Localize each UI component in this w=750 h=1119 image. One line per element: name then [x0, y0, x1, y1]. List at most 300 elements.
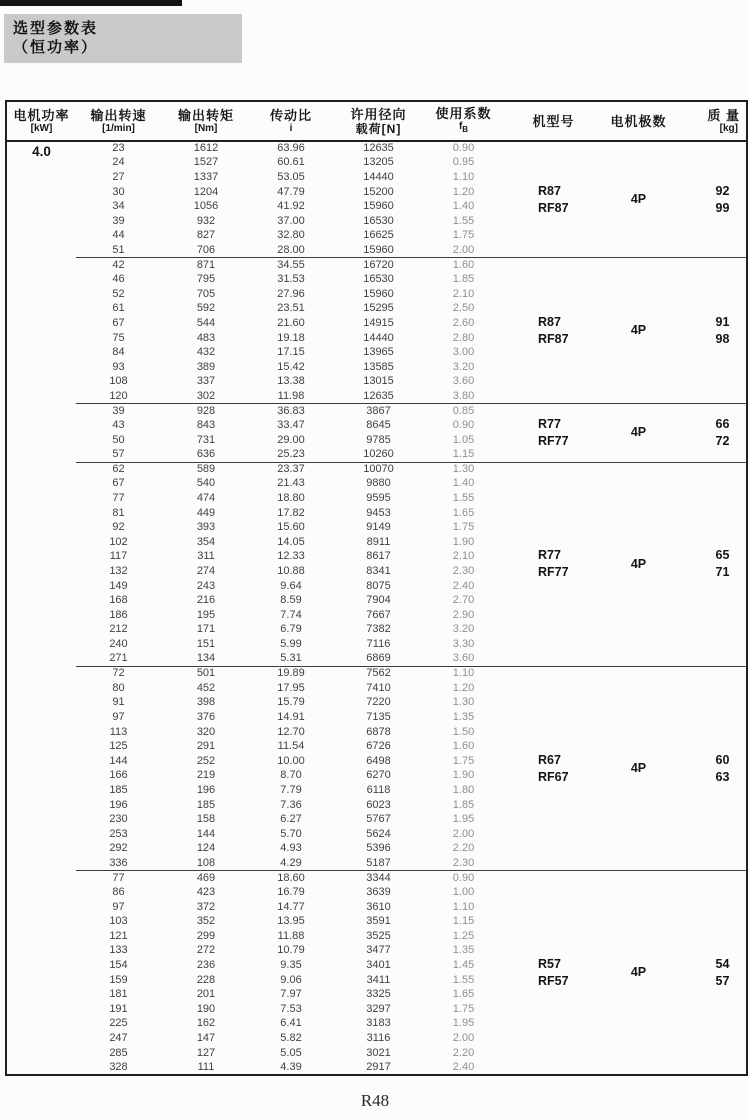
table-body — [6, 141, 747, 1075]
cell-radial-load: 14915 — [363, 316, 394, 329]
cell-radial-load: 12635 — [363, 389, 394, 402]
top-bar-decoration — [0, 0, 182, 6]
cell-ratio: 23.51 — [277, 302, 305, 315]
cell-radial-load: 6118 — [366, 783, 391, 796]
cell-radial-load: 7116 — [366, 637, 391, 650]
cell-ratio: 19.18 — [277, 331, 305, 344]
cell-radial-load: 3401 — [366, 959, 391, 972]
cell-service-factor: 1.40 — [452, 200, 475, 213]
cell-output-speed: 77 — [76, 871, 161, 886]
cell-ratio: 10.00 — [277, 754, 305, 767]
cell-radial-load: 7220 — [366, 696, 391, 709]
cell-service-factor: 2.00 — [452, 1032, 475, 1045]
cell-service-factor: 2.70 — [452, 594, 475, 607]
weight-line: 91 — [715, 314, 730, 329]
cell-service-factor: 2.50 — [452, 302, 475, 315]
cell-output-torque: 337 — [196, 375, 216, 388]
cell-output-speed: 24 — [112, 156, 125, 169]
cell-output-torque: 196 — [196, 783, 216, 796]
cell-service-factor: 1.65 — [452, 506, 475, 519]
cell-service-factor: 1.20 — [452, 185, 475, 198]
weight-line: 65 — [715, 548, 730, 563]
cell-output-torque: 1056 — [193, 200, 219, 213]
cell-ratio: 4.39 — [280, 1060, 302, 1073]
cell-service-factor: 1.95 — [452, 1017, 475, 1030]
cell-ratio: 6.41 — [280, 1017, 302, 1030]
cell-output-torque: 108 — [196, 856, 216, 869]
model-line: RF77 — [538, 565, 569, 580]
cell-output-torque: 124 — [196, 842, 216, 855]
cell-ratio: 33.47 — [277, 419, 305, 432]
cell-radial-load: 5624 — [366, 827, 391, 840]
cell-service-factor: 1.60 — [452, 740, 475, 753]
cell-output-speed: 86 — [112, 886, 125, 899]
cell-radial-load: 15960 — [363, 200, 394, 213]
cell-service-factor: 1.95 — [452, 813, 475, 826]
cell-output-speed: 336 — [109, 856, 128, 869]
model-line: R77 — [538, 548, 561, 563]
cell-service-factor: 1.75 — [452, 229, 475, 242]
model-line: R87 — [538, 314, 561, 329]
cell-ratio: 63.96 — [277, 142, 305, 155]
cell-radial-load: 9149 — [366, 521, 391, 534]
cell-service-factor: 3.30 — [452, 637, 475, 650]
cell-radial-load: 16530 — [363, 214, 394, 227]
cell-service-factor: 1.10 — [452, 900, 475, 913]
cell-output-torque: 376 — [196, 710, 216, 723]
cell-ratio: 4.29 — [280, 856, 302, 869]
cell-service-factor: 2.20 — [452, 1046, 475, 1059]
col-header-speed: 输出转速 [1/min] — [76, 101, 161, 141]
cell-service-factor: 3.60 — [452, 652, 475, 665]
cell-service-factor: 1.75 — [452, 754, 475, 767]
cell-output-torque: 147 — [196, 1032, 216, 1045]
cell-output-torque: 158 — [196, 813, 216, 826]
cell-output-speed: 51 — [112, 243, 125, 256]
cell-output-torque: 389 — [196, 360, 216, 373]
cell-output-speed: 181 — [109, 988, 128, 1001]
cell-output-torque: 423 — [196, 886, 216, 899]
model-line: R77 — [538, 416, 561, 431]
cell-output-speed: 103 — [109, 915, 128, 928]
cell-output-speed: 240 — [109, 637, 128, 650]
weight-line: 63 — [715, 769, 730, 784]
col-header-weight: 质 量 [kg] — [671, 101, 747, 141]
cell-output-torque: 795 — [196, 273, 216, 286]
cell-service-factor: 3.20 — [452, 360, 475, 373]
selection-parameter-table — [5, 100, 748, 1076]
cell-service-factor: 3.00 — [452, 346, 475, 359]
cell-output-torque: 393 — [196, 521, 216, 534]
cell-output-speed: 39 — [76, 404, 161, 419]
cell-service-factor: 2.40 — [452, 579, 475, 592]
cell-radial-load: 7562 — [331, 666, 426, 681]
cell-output-speed: 144 — [109, 754, 128, 767]
cell-ratio: 17.95 — [277, 681, 305, 694]
weight-line: 54 — [715, 956, 730, 971]
cell-radial-load: 9785 — [366, 433, 391, 446]
cell-radial-load: 9595 — [366, 492, 391, 505]
cell-output-torque: 219 — [196, 769, 216, 782]
cell-ratio: 6.27 — [280, 813, 302, 826]
cell-output-speed: 57 — [112, 448, 125, 461]
cell-ratio: 18.60 — [251, 871, 331, 886]
cell-ratio: 18.80 — [277, 492, 305, 505]
cell-output-speed: 23 — [112, 142, 125, 155]
page-number: R48 — [360, 1091, 390, 1110]
cell-ratio: 31.53 — [277, 273, 305, 286]
cell-service-factor: 2.30 — [452, 856, 475, 869]
weight-line: 57 — [715, 973, 730, 988]
cell-ratio: 17.82 — [277, 506, 305, 519]
cell-output-torque: 195 — [196, 608, 216, 621]
cell-output-speed: 196 — [109, 798, 128, 811]
cell-output-torque: 1337 — [193, 170, 219, 183]
cell-service-factor: 1.35 — [452, 710, 475, 723]
cell-output-torque: 827 — [196, 229, 216, 242]
cell-output-torque: 127 — [196, 1046, 216, 1059]
cell-ratio: 5.05 — [280, 1046, 302, 1059]
cell-output-torque: 544 — [196, 316, 216, 329]
cell-ratio: 10.79 — [277, 944, 305, 957]
cell-motor-poles: 4P — [606, 871, 671, 1075]
cell-output-speed: 186 — [109, 608, 128, 621]
table-row — [6, 462, 747, 477]
cell-output-torque: 843 — [196, 419, 216, 432]
cell-ratio: 5.82 — [280, 1032, 302, 1045]
col-header-load: 许用径向 载荷[N] — [331, 101, 426, 141]
cell-radial-load: 6023 — [366, 798, 391, 811]
cell-radial-load: 16530 — [363, 273, 394, 286]
cell-output-torque: 302 — [196, 389, 216, 402]
cell-radial-load: 3610 — [366, 900, 391, 913]
cell-output-torque: 272 — [196, 944, 216, 957]
cell-ratio: 9.06 — [280, 973, 302, 986]
cell-radial-load: 3591 — [366, 915, 391, 928]
col-header-poles: 电机极数 — [606, 101, 671, 141]
cell-ratio: 16.79 — [277, 886, 305, 899]
cell-output-torque: 216 — [196, 594, 216, 607]
cell-ratio: 8.59 — [280, 594, 302, 607]
cell-output-speed: 72 — [76, 666, 161, 681]
cell-ratio: 5.31 — [280, 652, 302, 665]
cell-output-torque: 706 — [196, 243, 216, 256]
cell-service-factor: 1.10 — [426, 666, 501, 681]
cell-service-factor: 1.25 — [452, 929, 475, 942]
cell-radial-load: 3344 — [331, 871, 426, 886]
cell-output-torque: 151 — [196, 637, 216, 650]
model-line: R87 — [538, 183, 561, 198]
cell-model — [501, 462, 606, 666]
cell-ratio: 11.98 — [277, 389, 305, 402]
model-line: R57 — [538, 956, 561, 971]
cell-ratio: 41.92 — [277, 200, 305, 213]
cell-radial-load: 6498 — [366, 754, 391, 767]
cell-output-speed: 81 — [112, 506, 125, 519]
cell-service-factor: 1.45 — [452, 959, 475, 972]
cell-radial-load: 9453 — [366, 506, 391, 519]
cell-radial-load: 3477 — [366, 944, 391, 957]
cell-output-speed: 108 — [109, 375, 128, 388]
cell-radial-load: 13965 — [363, 346, 394, 359]
cell-output-speed: 125 — [109, 740, 128, 753]
cell-radial-load: 5396 — [366, 842, 391, 855]
cell-service-factor: 2.80 — [452, 331, 475, 344]
cell-radial-load: 8911 — [366, 535, 391, 548]
cell-service-factor: 2.40 — [452, 1060, 475, 1073]
cell-ratio: 23.37 — [251, 462, 331, 477]
cell-service-factor: 2.00 — [452, 243, 475, 256]
cell-ratio: 14.77 — [277, 900, 305, 913]
cell-radial-load: 10260 — [363, 448, 394, 461]
cell-ratio: 37.00 — [277, 214, 305, 227]
cell-service-factor: 0.95 — [452, 156, 475, 169]
cell-service-factor: 0.85 — [426, 404, 501, 419]
cell-service-factor: 1.50 — [452, 725, 475, 738]
cell-radial-load: 3867 — [331, 404, 426, 419]
cell-service-factor: 1.75 — [452, 1002, 475, 1015]
cell-output-speed: 34 — [112, 200, 125, 213]
cell-service-factor: 2.30 — [452, 565, 475, 578]
cell-weight — [671, 404, 747, 462]
cell-ratio: 29.00 — [277, 433, 305, 446]
cell-service-factor: 1.65 — [452, 988, 475, 1001]
cell-motor-poles: 4P — [606, 666, 671, 870]
cell-output-speed: 191 — [109, 1002, 128, 1015]
cell-ratio: 6.79 — [280, 623, 302, 636]
cell-ratio: 28.00 — [277, 243, 305, 256]
cell-radial-load: 10070 — [331, 462, 426, 477]
cell-output-torque: 636 — [196, 448, 216, 461]
cell-radial-load: 15295 — [363, 302, 394, 315]
cell-radial-load: 3116 — [366, 1032, 391, 1045]
cell-output-torque: 171 — [196, 623, 216, 636]
cell-service-factor: 1.75 — [452, 521, 475, 534]
cell-output-torque: 731 — [196, 433, 216, 446]
cell-output-torque: 243 — [196, 579, 216, 592]
cell-output-torque: 190 — [196, 1002, 216, 1015]
cell-ratio: 7.97 — [280, 988, 302, 1001]
cell-service-factor: 1.00 — [452, 886, 475, 899]
cell-output-speed: 166 — [109, 769, 128, 782]
cell-weight — [671, 666, 747, 870]
cell-radial-load: 2917 — [366, 1060, 391, 1073]
cell-service-factor: 2.60 — [452, 316, 475, 329]
cell-radial-load: 3297 — [366, 1002, 391, 1015]
model-line: RF87 — [538, 200, 569, 215]
cell-motor-power: 4.0 — [32, 144, 51, 159]
table-row — [6, 258, 747, 273]
cell-output-speed: 97 — [112, 710, 125, 723]
cell-output-torque: 162 — [196, 1017, 216, 1030]
cell-service-factor: 1.10 — [452, 170, 475, 183]
cell-output-torque: 705 — [196, 287, 216, 300]
cell-service-factor: 3.20 — [452, 623, 475, 636]
cell-output-speed: 97 — [112, 900, 125, 913]
page-title-line1: 选型参数表 — [13, 20, 99, 37]
cell-service-factor: 0.90 — [452, 419, 475, 432]
cell-output-speed: 52 — [112, 287, 125, 300]
cell-output-speed: 271 — [109, 652, 128, 665]
cell-output-torque: 228 — [196, 973, 216, 986]
cell-output-speed: 292 — [109, 842, 128, 855]
cell-output-torque: 474 — [196, 492, 216, 505]
cell-ratio: 11.54 — [277, 740, 305, 753]
cell-ratio: 8.70 — [280, 769, 302, 782]
model-line: RF77 — [538, 433, 569, 448]
cell-output-torque: 540 — [196, 477, 216, 490]
cell-radial-load: 8617 — [366, 550, 391, 563]
cell-output-speed: 43 — [112, 419, 125, 432]
cell-output-torque: 236 — [196, 959, 216, 972]
cell-service-factor: 1.05 — [452, 433, 475, 446]
cell-output-speed: 84 — [112, 346, 125, 359]
cell-ratio: 5.99 — [280, 637, 302, 650]
cell-radial-load: 16720 — [331, 258, 426, 273]
cell-output-speed: 62 — [76, 462, 161, 477]
cell-ratio: 9.35 — [280, 959, 302, 972]
cell-service-factor: 1.55 — [452, 973, 475, 986]
col-header-ratio: 传动比 i — [251, 101, 331, 141]
cell-ratio: 5.70 — [280, 827, 302, 840]
cell-service-factor: 3.60 — [452, 375, 475, 388]
cell-output-torque: 589 — [161, 462, 251, 477]
cell-output-torque: 449 — [196, 506, 216, 519]
cell-output-torque: 354 — [196, 535, 216, 548]
cell-output-speed: 113 — [109, 725, 128, 738]
cell-output-speed: 225 — [109, 1017, 128, 1030]
cell-output-speed: 185 — [109, 783, 128, 796]
cell-ratio: 27.96 — [277, 287, 305, 300]
cell-service-factor: 1.80 — [452, 783, 475, 796]
cell-output-speed: 93 — [112, 360, 125, 373]
cell-ratio: 21.60 — [277, 316, 305, 329]
cell-output-speed: 46 — [112, 273, 125, 286]
cell-radial-load: 3021 — [366, 1046, 391, 1059]
cell-output-torque: 320 — [196, 725, 216, 738]
cell-radial-load: 13205 — [363, 156, 394, 169]
cell-output-speed: 80 — [112, 681, 125, 694]
cell-model — [501, 666, 606, 870]
cell-ratio: 4.93 — [280, 842, 302, 855]
cell-output-speed: 67 — [112, 477, 125, 490]
page-title-box — [4, 14, 242, 63]
cell-output-speed: 230 — [109, 813, 128, 826]
cell-weight — [671, 258, 747, 404]
cell-ratio: 11.88 — [277, 929, 305, 942]
model-line: RF57 — [538, 973, 569, 988]
cell-ratio: 9.64 — [280, 579, 302, 592]
cell-service-factor: 1.15 — [452, 915, 475, 928]
cell-radial-load: 7382 — [366, 623, 391, 636]
cell-output-torque: 469 — [161, 871, 251, 886]
cell-model — [501, 141, 606, 258]
cell-output-torque: 1204 — [193, 185, 219, 198]
cell-ratio: 15.79 — [277, 696, 305, 709]
cell-output-torque: 352 — [196, 915, 216, 928]
cell-radial-load: 8341 — [366, 565, 391, 578]
cell-service-factor: 2.90 — [452, 608, 475, 621]
cell-output-torque: 452 — [196, 681, 216, 694]
cell-ratio: 12.70 — [277, 725, 305, 738]
weight-line: 72 — [715, 433, 730, 448]
cell-radial-load: 16625 — [363, 229, 394, 242]
cell-radial-load: 6726 — [366, 740, 391, 753]
cell-output-torque: 134 — [196, 652, 216, 665]
cell-service-factor: 1.30 — [426, 462, 501, 477]
cell-output-torque: 201 — [196, 988, 216, 1001]
cell-motor-poles: 4P — [606, 404, 671, 462]
cell-output-torque: 1612 — [193, 142, 219, 155]
cell-ratio: 15.60 — [277, 521, 305, 534]
cell-output-speed: 39 — [112, 214, 125, 227]
cell-output-torque: 291 — [196, 740, 216, 753]
cell-output-speed: 44 — [112, 229, 125, 242]
cell-ratio: 25.23 — [277, 448, 305, 461]
model-line: RF87 — [538, 331, 569, 346]
col-header-torque: 输出转矩 [Nm] — [161, 101, 251, 141]
cell-model — [501, 258, 606, 404]
col-header-power: 电机功率 [kW] — [6, 101, 76, 141]
cell-service-factor: 1.85 — [452, 273, 475, 286]
cell-ratio: 15.42 — [277, 360, 305, 373]
cell-radial-load: 13015 — [363, 375, 394, 388]
cell-radial-load: 3639 — [366, 886, 391, 899]
cell-radial-load: 5767 — [366, 813, 391, 826]
cell-radial-load: 3525 — [366, 929, 391, 942]
table-row — [6, 404, 747, 419]
cell-service-factor: 1.55 — [452, 492, 475, 505]
table-row — [6, 871, 747, 886]
cell-output-torque: 928 — [161, 404, 251, 419]
cell-ratio: 7.36 — [280, 798, 302, 811]
model-line: R67 — [538, 752, 561, 767]
cell-output-speed: 285 — [109, 1046, 128, 1059]
cell-output-speed: 159 — [109, 973, 128, 986]
cell-output-torque: 299 — [196, 929, 216, 942]
cell-output-torque: 592 — [196, 302, 216, 315]
cell-service-factor: 0.90 — [426, 871, 501, 886]
weight-line: 66 — [715, 416, 730, 431]
cell-output-torque: 398 — [196, 696, 216, 709]
cell-service-factor: 2.10 — [452, 287, 475, 300]
cell-service-factor: 1.15 — [452, 448, 475, 461]
cell-output-speed: 42 — [76, 258, 161, 273]
cell-output-torque: 871 — [161, 258, 251, 273]
cell-output-speed: 212 — [109, 623, 128, 636]
table-row — [6, 666, 747, 681]
cell-ratio: 60.61 — [277, 156, 305, 169]
cell-ratio: 12.33 — [277, 550, 305, 563]
cell-radial-load: 5187 — [366, 856, 391, 869]
cell-radial-load: 6270 — [366, 769, 391, 782]
cell-service-factor: 2.10 — [452, 550, 475, 563]
cell-motor-poles: 4P — [606, 462, 671, 666]
cell-output-torque: 483 — [196, 331, 216, 344]
cell-output-speed: 168 — [109, 594, 128, 607]
cell-ratio: 10.88 — [277, 565, 305, 578]
cell-radial-load: 6878 — [366, 725, 391, 738]
cell-output-speed: 92 — [112, 521, 125, 534]
cell-ratio: 34.55 — [251, 258, 331, 273]
cell-ratio: 53.05 — [277, 170, 305, 183]
cell-radial-load: 14440 — [363, 170, 394, 183]
cell-output-torque: 1527 — [193, 156, 219, 169]
cell-weight — [671, 462, 747, 666]
col-header-service-factor: 使用系数 $f_B$ — [426, 101, 501, 141]
weight-line: 98 — [715, 331, 730, 346]
cell-service-factor: 0.90 — [452, 142, 475, 155]
